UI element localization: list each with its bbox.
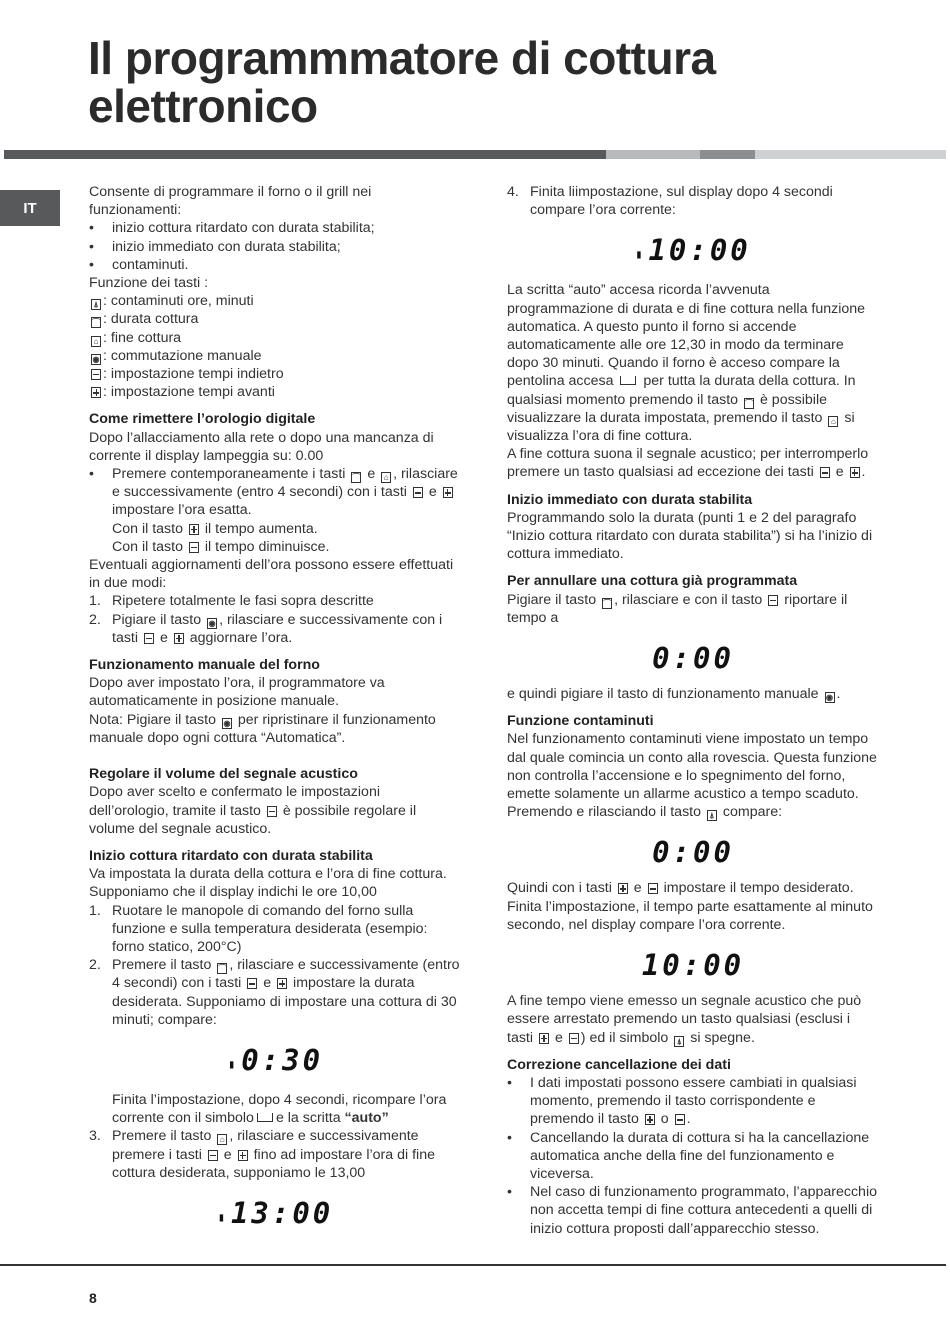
bell-icon: ⍋ [707, 810, 717, 821]
key-row: ⍋ : contaminuti ore, minuti [89, 292, 462, 310]
manual-icon: ◉ [208, 618, 216, 628]
section-heading: Funzionamento manuale del forno [89, 657, 320, 674]
page-title [88, 34, 716, 130]
paragraph: Nel funzionamento contaminuti viene impostato un tempo dal quale comincia un conto alla rovescia. Questa funzione non controlla l’accensione e lo spegnimento del forno, emette solamente un allarme acustico a tempo scaduto. [507, 731, 877, 803]
right-column [507, 183, 879, 1238]
minus-icon [768, 595, 778, 606]
minus-icon [144, 633, 154, 644]
plus-icon [189, 524, 199, 535]
plus-icon [618, 883, 628, 894]
header-bar [606, 150, 700, 159]
lcd-display: ▮ 10:00 [635, 233, 751, 268]
end-time-icon: ⌂ [828, 416, 838, 427]
list-item: 1. Ripetere totalmente le fasi sopra descritte [89, 593, 374, 610]
plus-icon [91, 387, 101, 398]
manual-icon: ◉ [223, 718, 231, 728]
paragraph: Finita l’impostazione, dopo 4 secondi, ricompare l’ora corrente con il simbolo e la scritta “auto” [112, 1091, 447, 1127]
minus-icon [820, 467, 830, 478]
plus-icon [277, 978, 287, 989]
key-row: : impostazione tempi avanti [89, 383, 462, 401]
title-line-1: Il programmmatore di cottura [88, 32, 716, 84]
minus-icon [247, 978, 257, 989]
paragraph: Dopo aver scelto e confermato le impostazioni dell’orologio, tramite il tasto è possibile regolare il volume del segnale acustico. [89, 784, 417, 837]
list-item: 4. Finita liimpostazione, sul display dopo 4 secondi compare l’ora corrente: [507, 184, 833, 219]
list-item: 2. Pigiare il tasto ◉ , rilasciare e successivamente con i tasti e aggiornare l’ora. [89, 611, 443, 646]
duration-icon: ⌒ [218, 964, 227, 974]
list-item: • Premere contemporaneamente i tasti ⌒ e ⌂ , rilasciare e successivamente (entro 4 secondi) con i tasti e impostare l’ora esatta. [89, 466, 458, 519]
plus-icon [850, 467, 860, 478]
list-item: • Cancellando la durata di cottura si ha la cancellazione automatica anche della fine del funzionamento e viceversa. [507, 1129, 870, 1182]
left-column [89, 183, 462, 1244]
paragraph: A fine tempo viene emesso un segnale acustico che può essere arrestato premendo un tasto qualsiasi (esclusi i tasti e ) ed il simbolo ⍋ si spegne. [507, 993, 862, 1046]
lcd-display: ▮ 13:00 [217, 1195, 334, 1230]
bell-icon: ⍋ [674, 1036, 684, 1047]
key-row: ⌂ : fine cottura [89, 329, 462, 347]
section-heading: Per annullare una cottura già programmata [507, 573, 798, 590]
minus-icon [648, 883, 658, 894]
page-number: 8 [89, 1290, 97, 1306]
paragraph: Con il tasto il tempo aumenta. [112, 520, 318, 537]
paragraph: Pigiare il tasto ⌒ , rilasciare e con il tasto riportare il tempo a [507, 591, 848, 626]
list-item: 1. Ruotare le manopole di comando del forno sulla funzione e sulla temperatura desiderata (esempio: forno statico, 200°C) [89, 902, 428, 955]
title-line-2: elettronico [88, 80, 318, 132]
plus-icon [539, 1033, 549, 1044]
duration-icon: ⌒ [352, 473, 361, 483]
plus-icon [645, 1114, 655, 1125]
lcd-display: 0:00 [652, 641, 734, 676]
duration-icon: ⌒ [603, 598, 612, 608]
minus-icon [91, 369, 101, 380]
lcd-display: ▮ 0:30 [227, 1042, 324, 1077]
lcd-display: 0:00 [652, 835, 734, 870]
plus-icon [443, 487, 453, 498]
section-heading: Funzione contaminuti [507, 713, 654, 730]
section-heading: Inizio cottura ritardato con durata stabilita [89, 847, 373, 864]
paragraph: La scritta “auto” accesa ricorda l’avvenuta programmazione di durata e di fine cottura nella funzione automatica. A questo punto il forno si accende automaticamente alle ore 12,30 in modo da terminare dopo 30 minuti. Quando il forno è acceso compare la pentolina accesa per tutta la durata della cottura. In qualsiasi momento premendo il tasto ⌒ è possibile visualizzare la durata impostata, premendo il tasto ⌂ si visualizza l’ora di fine cottura. [507, 282, 866, 445]
paragraph: e quindi pigiare il tasto di funzionamento manuale ◉ . [507, 686, 841, 703]
header-bar [4, 150, 606, 159]
paragraph: Va impostata la durata della cottura e l’ora di fine cottura. Supponiamo che il display indichi le ore 10,00 [89, 866, 447, 901]
paragraph: Dopo l’allacciamento alla rete o dopo una mancanza di corrente il display lampeggia su: 0.00 [89, 429, 434, 464]
manual-icon: ◉ [92, 354, 100, 364]
paragraph: Nota: Pigiare il tasto ◉ per ripristinare il funzionamento manuale dopo ogni cottura “Automatica”. [89, 711, 436, 746]
keys-heading: Funzione dei tasti : [89, 275, 209, 292]
paragraph: A fine cottura suona il segnale acustico; per interromperlo premere un tasto qualsiasi ad eccezione dei tasti e . [507, 446, 869, 481]
key-row: ⌒ : durata cottura [92, 311, 199, 328]
section-heading: Regolare il volume del segnale acustico [89, 766, 358, 783]
pan-icon [257, 1113, 273, 1122]
language-tab: IT [0, 190, 60, 226]
list-item: 3. Premere il tasto ⌂ , rilasciare e successivamente premere i tasti e fino ad impostare l’ora di fine cottura desiderata, supponiamo le 13,00 [89, 1128, 435, 1181]
section-heading: Inizio immediato con durata stabilita [507, 491, 753, 508]
minus-icon [675, 1114, 685, 1125]
indicator-icon: ▮ [217, 1209, 225, 1224]
header-bar [700, 150, 755, 159]
manual-icon: ◉ [826, 693, 833, 703]
section-heading: Correzione cancellazione dei dati [507, 1056, 731, 1073]
paragraph: Dopo aver impostato l’ora, il programmatore va automaticamente in posizione manuale. [89, 675, 385, 710]
footer-divider [0, 1264, 946, 1266]
list-item: 2. Premere il tasto ⌒ , rilasciare e successivamente (entro 4 secondi) con i tasti e impostare la durata desiderata. Supponiamo di impostare una cottura di 30 minuti; compare: [89, 957, 460, 1028]
duration-icon: ⌒ [92, 318, 100, 328]
list-item: • inizio immediato con durata stabilita; [89, 238, 341, 255]
key-row: ◉ : commutazione manuale [92, 347, 262, 364]
end-time-icon: ⌂ [91, 336, 101, 347]
paragraph: Programmando solo la durata (punti 1 e 2 del paragrafo “Inizio cottura ritardato con durata stabilita”) si ha l’inizio di cottura immediato. [507, 509, 873, 563]
minus-icon [189, 542, 199, 553]
end-time-icon: ⌂ [217, 1134, 227, 1145]
key-row: : impostazione tempi indietro [89, 365, 462, 383]
bell-icon: ⍋ [91, 299, 101, 310]
indicator-icon: ▮ [635, 247, 643, 262]
indicator-icon: ▮ [227, 1056, 236, 1071]
list-item: • inizio cottura ritardato con durata stabilita; [89, 220, 375, 237]
header-bar [755, 150, 946, 159]
plus-icon [174, 633, 184, 644]
duration-icon: ⌒ [745, 398, 754, 408]
minus-icon [208, 1150, 218, 1161]
pan-icon [620, 376, 636, 385]
paragraph: Eventuali aggiornamenti dell’ora possono essere effettuati in due modi: [89, 557, 454, 592]
end-time-icon: ⌂ [381, 472, 391, 483]
paragraph: Quindi con i tasti e impostare il tempo desiderato. Finita l’impostazione, il tempo parte esattamente al minuto secondo, nel display compare l’ora corrente. [507, 880, 873, 933]
list-item: • Nel caso di funzionamento programmato, l’apparecchio non accetta tempi di fine cottura antecedenti a quelli di inizio cottura proposti dall’apparecchio stesso. [507, 1184, 877, 1237]
paragraph: Con il tasto il tempo diminuisce. [112, 538, 330, 555]
minus-icon [413, 487, 423, 498]
plus-icon [238, 1150, 248, 1161]
list-item: • I dati impostati possono essere cambiati in qualsiasi momento, premendo il tasto corrispondente e premendo il tasto o . [507, 1074, 857, 1128]
lcd-display: 10:00 [641, 948, 745, 983]
paragraph: Premendo e rilasciando il tasto ⍋ compare: [507, 804, 783, 821]
minus-icon [267, 806, 277, 817]
list-item: • contaminuti. [89, 256, 189, 273]
intro-text: Consente di programmare il forno o il grill nei funzionamenti: [89, 184, 372, 219]
minus-icon [569, 1033, 579, 1044]
section-heading: Come rimettere l’orologio digitale [89, 411, 316, 428]
